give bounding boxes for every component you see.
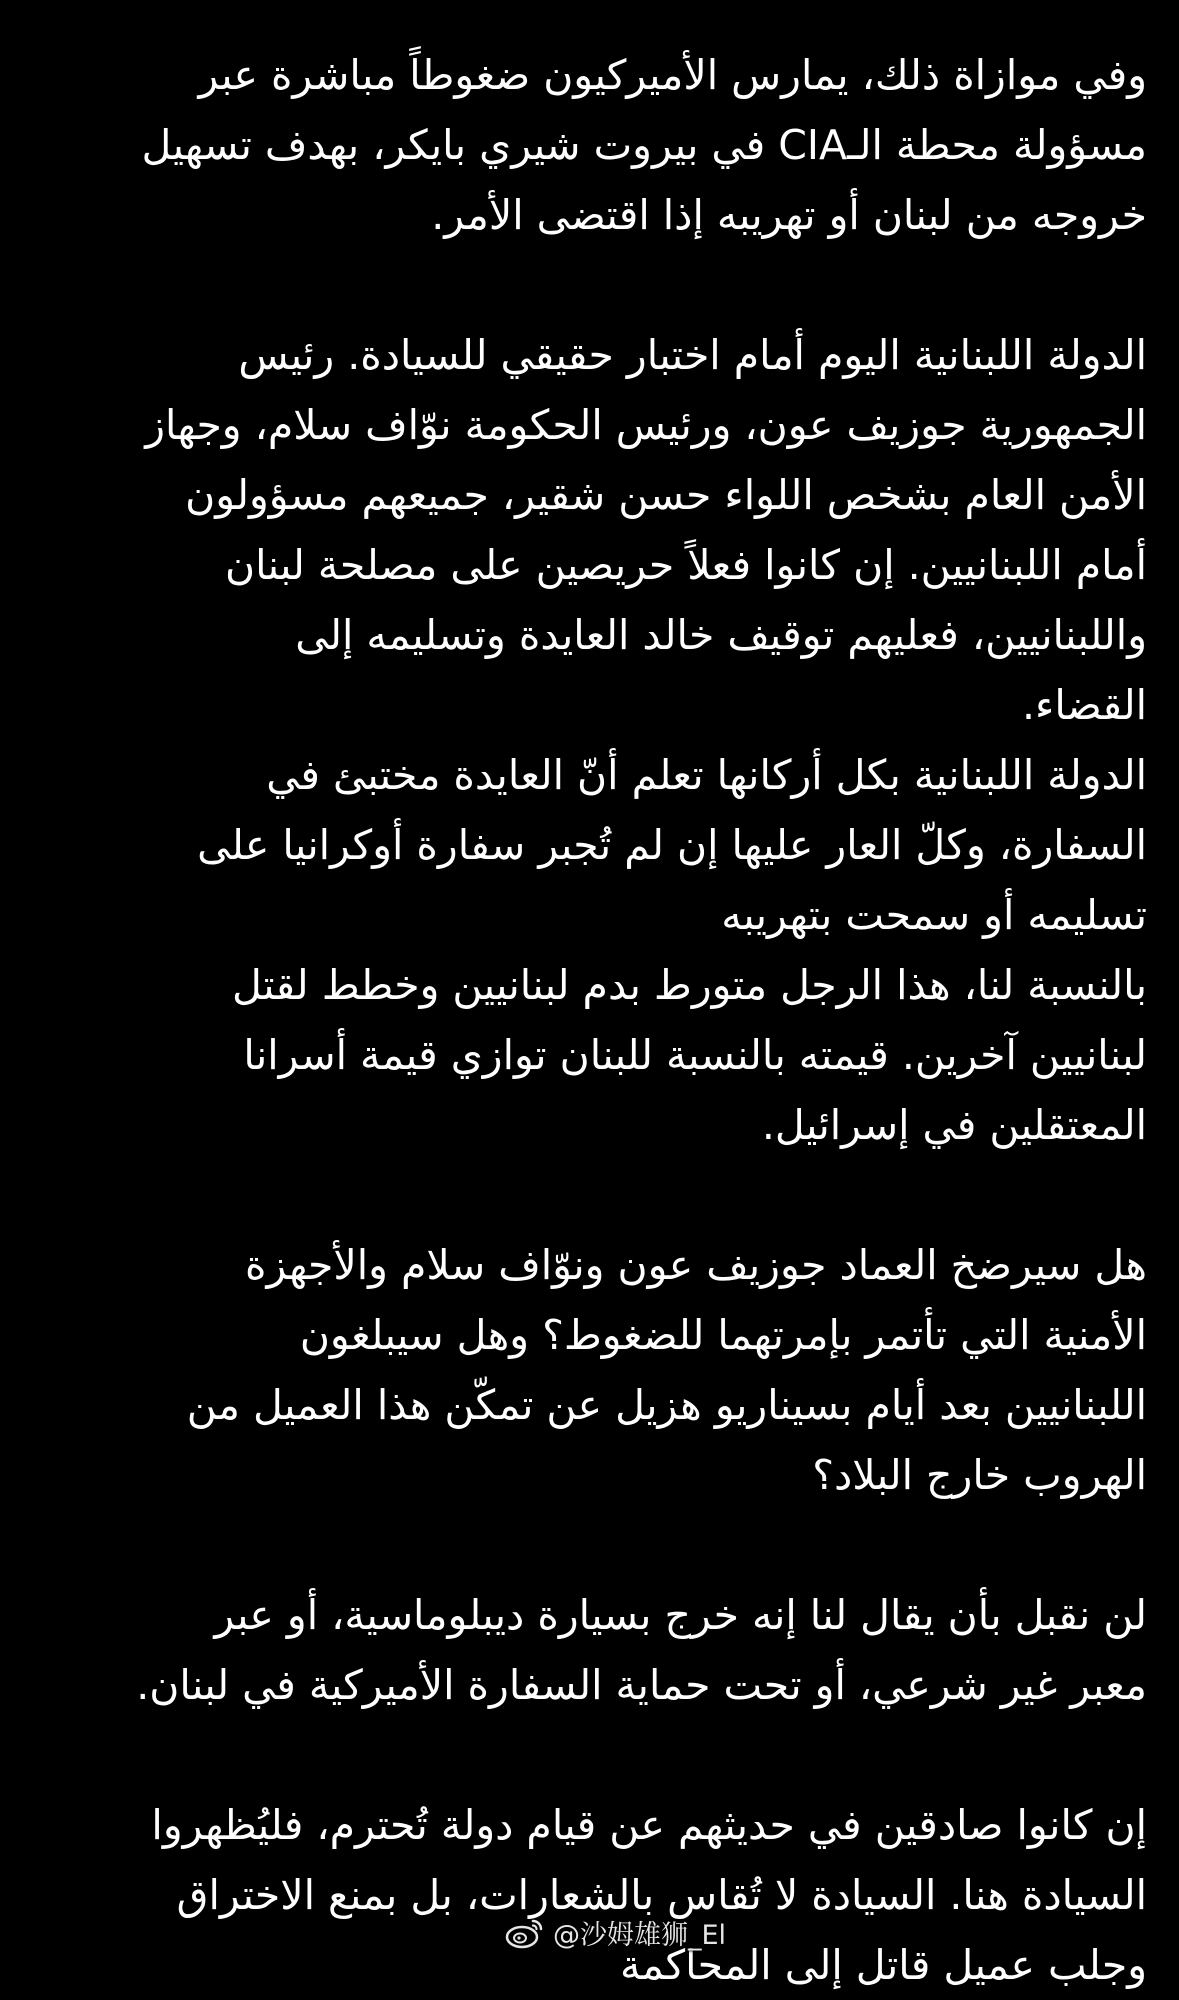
text-line: بالنسبة لنا، هذا الرجل متورط بدم لبنانيين وخطط لقتل <box>232 961 1147 1009</box>
text-line: الدولة اللبنانية بكل أركانها تعلم أنّ العايدة مختبئ في <box>266 751 1147 799</box>
paragraph-4 <box>22 1580 1147 1720</box>
text-line: وجلب عميل قاتل إلى المحاكمة <box>619 1941 1147 1989</box>
text-line: أمام اللبنانيين. إن كانوا فعلاً حريصين على مصلحة لبنان <box>224 541 1147 589</box>
text-line: السيادة هنا. السيادة لا تُقاس بالشعارات، بل بمنع الاختراق <box>176 1871 1147 1919</box>
text-line: لن نقبل بأن يقال لنا إنه خرج بسيارة ديبلوماسية، أو عبر <box>214 1591 1147 1639</box>
paragraph-5 <box>22 1790 1147 2000</box>
text-line: السفارة، وكلّ العار عليها إن لم تُجبر سفارة أوكرانيا على <box>197 821 1147 869</box>
text-line: الجمهورية جوزيف عون، ورئيس الحكومة نوّاف سلام، وجهاز <box>145 401 1147 449</box>
text-line: مسؤولة محطة الـCIA في بيروت شيري بايكر، بهدف تسهيل <box>141 121 1147 169</box>
paragraph-gap <box>22 1720 1147 1790</box>
text-line: لبنانيين آخرين. قيمته بالنسبة للبنان توازي قيمة أسرانا <box>243 1031 1147 1079</box>
paragraph-3 <box>22 1230 1147 1510</box>
text-line: الأمن العام بشخص اللواء حسن شقير، جميعهم مسؤولون <box>185 471 1147 519</box>
paragraph-gap <box>22 1160 1147 1230</box>
text-line: الأمنية التي تأتمر بإمرتهما للضغوط؟ وهل سيبلغون <box>299 1311 1147 1359</box>
text-line: وفي موازاة ذلك، يمارس الأميركيون ضغوطاً مباشرة عبر <box>198 51 1147 99</box>
paragraph-1 <box>22 40 1147 250</box>
text-line: القضاء. <box>1022 681 1147 729</box>
watermark <box>505 1913 726 1952</box>
text-line: المعتقلين في إسرائيل. <box>761 1101 1147 1149</box>
paragraph-2 <box>22 320 1147 1160</box>
text-line: معبر غير شرعي، أو تحت حماية السفارة الأميركية في لبنان. <box>136 1661 1147 1709</box>
text-line: اللبنانيين بعد أيام بسيناريو هزيل عن تمكّن هذا العميل من <box>186 1381 1147 1429</box>
text-line: الهروب خارج البلاد؟ <box>812 1451 1147 1499</box>
paragraph-gap <box>22 1510 1147 1580</box>
watermark-handle: @沙姆雄狮_El <box>553 1920 727 1951</box>
weibo-icon <box>505 1917 545 1949</box>
text-line: هل سيرضخ العماد جوزيف عون ونوّاف سلام والأجهزة <box>245 1241 1147 1289</box>
text-line: خروجه من لبنان أو تهريبه إذا اقتضى الأمر. <box>431 191 1147 239</box>
paragraph-gap <box>22 250 1147 320</box>
text-line: إن كانوا صادقين في حديثهم عن قيام دولة تُحترم، فليُظهروا <box>151 1801 1147 1849</box>
text-line: تسليمه أو سمحت بتهريبه <box>721 891 1147 939</box>
text-line: الدولة اللبنانية اليوم أمام اختبار حقيقي للسيادة. رئيس <box>238 331 1147 379</box>
text-line: واللبنانيين، فعليهم توقيف خالد العايدة وتسليمه إلى <box>295 611 1147 659</box>
post-body <box>22 40 1147 2000</box>
